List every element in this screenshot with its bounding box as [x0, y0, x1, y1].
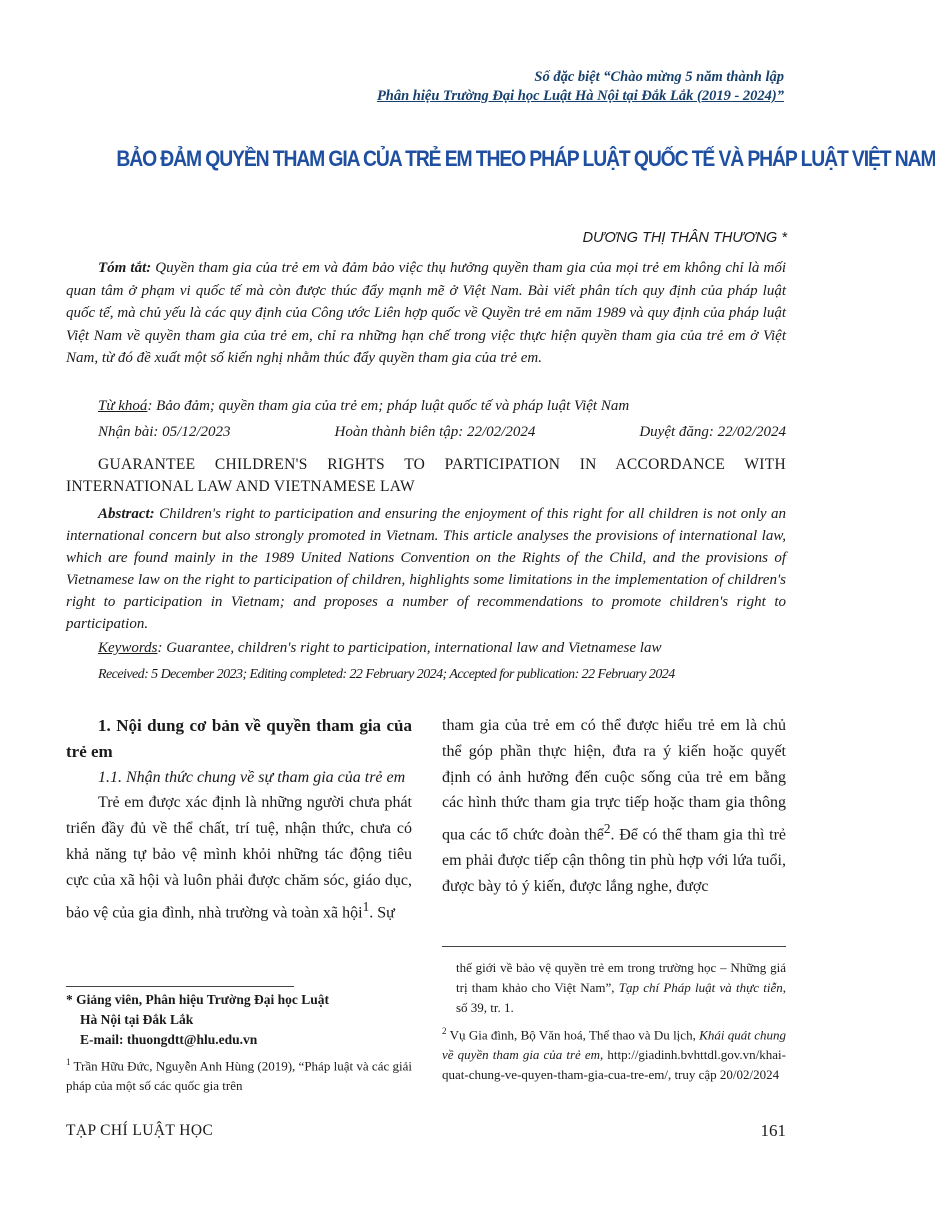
abstract-text: Children's right to participation and ensuring the enjoyment of this right for all children is not only an international concern but also strongly promoted in Vietnam. This article analyses the provisions of international law, which are found mainly in the 1989 United Nations Convention on the Rights of the Child, and the provisions of Vietnamese law on the right to participation of children, highlights some limitations in the implementation of children's right to participation in Vietnam; and proposes a number of recommendations to promote children's right to participation. — [66, 506, 786, 632]
abstract-label: Abstract: — [98, 506, 155, 522]
keywords-text-vi: : Bảo đảm; quyền tham gia của trẻ em; pháp luật quốc tế và pháp luật Việt Nam — [147, 398, 630, 414]
author-note-line-2: Hà Nội tại Đắk Lắk — [80, 1012, 194, 1027]
footnote-rule-left — [66, 986, 294, 987]
received-line-en: Received: 5 December 2023; Editing completed: 22 February 2024; Accepted for publication: 22 February 2024 — [98, 667, 675, 682]
author-note-line-1: * Giảng viên, Phân hiệu Trường Đại học Luật — [66, 992, 329, 1007]
section-heading-1: 1. Nội dung cơ bản về quyền tham gia của trẻ em — [66, 716, 412, 761]
author-name: DƯƠNG THỊ THÂN THƯƠNG * — [582, 230, 787, 246]
section-heading-1-1: 1.1. Nhận thức chung về sự tham gia của trẻ em — [98, 768, 406, 786]
edited-date: Hoàn thành biên tập: 22/02/2024 — [334, 424, 536, 440]
footnote-1-text: Trần Hữu Đức, Nguyễn Anh Hùng (2019), “Pháp luật và các giải pháp của một số các quốc gia trên — [66, 1058, 412, 1094]
article-title: BẢO ĐẢM QUYỀN THAM GIA CỦA TRẺ EM THEO PHÁP LUẬT QUỐC TẾ VÀ PHÁP LUẬT VIỆT NAM — [116, 146, 935, 171]
summary-label: Tóm tắt: — [98, 260, 152, 276]
footnote-2-url[interactable]: , http://giadinh.bvhttdl.gov.vn/khai-quat-chung-ve-quyen-tham-gia-cua-tre-em/, truy cập 20/02/2024 — [442, 1047, 786, 1083]
footnote-ref-2[interactable]: 2 — [603, 821, 611, 837]
english-title: GUARANTEE CHILDREN'S RIGHTS TO PARTICIPATION IN ACCORDANCE WITH INTERNATIONAL LAW AND VIETNAMESE LAW — [66, 456, 786, 495]
paragraph-text-a: tham gia của trẻ em có thể được hiểu trẻ em là chủ thể góp phần thực hiện, đưa ra ý kiến hoặc quyết định có ảnh hưởng đến cuộc sống của trẻ em bằng các hình thức tham gia trực tiếp hoặc tham gia thông qua các tổ chức đoàn thể — [442, 717, 786, 844]
footnote-number-2: 2 — [442, 1026, 447, 1036]
paragraph-tail: . Sự — [369, 903, 395, 921]
keywords-label-vi: Từ khoá — [98, 398, 148, 414]
english-abstract — [66, 503, 786, 635]
footnote-2-text: Vụ Gia đình, Bộ Văn hoá, Thể thao và Du lịch, — [446, 1027, 700, 1043]
submission-dates — [98, 424, 786, 441]
keywords-text-en: : Guarantee, children's right to participation, international law and Vietnamese law — [157, 640, 662, 656]
body-right-column — [442, 713, 786, 900]
footnote-1 — [66, 1052, 412, 1096]
footnote-ref-1[interactable]: 1 — [362, 898, 370, 914]
footnote-1-cont-tail: , số 39, tr. 1. — [456, 980, 787, 1015]
body-paragraph-right — [442, 713, 786, 900]
journal-title: Tạp chí Pháp luật và thực tiễn — [618, 980, 783, 995]
footnote-1-continued — [442, 958, 786, 1018]
author-email[interactable]: E-mail: thuongdtt@hlu.edu.vn — [80, 1032, 258, 1047]
keywords-label-en: Keywords — [98, 640, 158, 656]
footnote-rule-right — [442, 946, 786, 947]
paragraph-text: Trẻ em được xác định là những người chưa phát triển đầy đủ về thể chất, trí tuệ, nhận thức, chưa có khả năng tự bảo vệ mình khỏi những tác động tiêu cực của xã hội và luôn phải được chăm sóc, giáo dục, bảo vệ của gia đình, nhà trường và toàn xã hội — [66, 794, 412, 921]
footnote-2 — [442, 1021, 786, 1085]
vietnamese-summary — [66, 257, 786, 370]
accepted-date: Duyệt đăng: 22/02/2024 — [639, 424, 786, 440]
vietnamese-keywords — [98, 398, 629, 415]
footnotes-right — [442, 958, 786, 1085]
paragraph-text-b: . Để có thể tham gia thì trẻ em phải được tiếp cận thông tin phù hợp với lứa tuổi, được bày tỏ ý kiến, được lắng nghe, được — [442, 826, 787, 896]
author-affiliation-note — [66, 990, 406, 1050]
page-number: 161 — [760, 1121, 786, 1140]
footnote-2-title: Khái quát chung về quyền tham gia của trẻ em — [442, 1027, 786, 1063]
footnote-number-1: 1 — [66, 1057, 71, 1067]
footnote-1-cont-text: thế giới về bảo vệ quyền trẻ em trong trường học – Những giá trị tham khảo cho Việt Nam”, — [456, 960, 786, 995]
body-paragraph-left — [66, 790, 412, 925]
body-left-column — [66, 713, 412, 926]
special-issue-header — [377, 68, 784, 106]
journal-name-footer: TẠP CHÍ LUẬT HỌC — [66, 1122, 214, 1139]
english-keywords — [98, 640, 661, 657]
special-issue-line-2: Phân hiệu Trường Đại học Luật Hà Nội tại Đắk Lắk (2019 - 2024)” — [376, 88, 784, 104]
summary-text: Quyền tham gia của trẻ em và đảm bảo việc thụ hưởng quyền tham gia của mọi trẻ em không chỉ là mối quan tâm ở phạm vi quốc tế mà còn được thúc đẩy mạnh mẽ ở Việt Nam. Bài viết phân tích quy định của pháp luật quốc tế, mà chủ yếu là các quy định của Công ước Liên hợp quốc về Quyền trẻ em năm 1989 và quy định của pháp luật Việt Nam về quyền tham gia của trẻ em, chỉ ra những hạn chế trong việc thực hiện quyền tham gia của trẻ em ở Việt Nam, từ đó đề xuất một số kiến nghị nhằm thúc đẩy quyền tham gia của trẻ em. — [66, 260, 786, 366]
special-issue-line-1: Số đặc biệt “Chào mừng 5 năm thành lập — [534, 69, 784, 85]
received-date: Nhận bài: 05/12/2023 — [98, 424, 231, 440]
